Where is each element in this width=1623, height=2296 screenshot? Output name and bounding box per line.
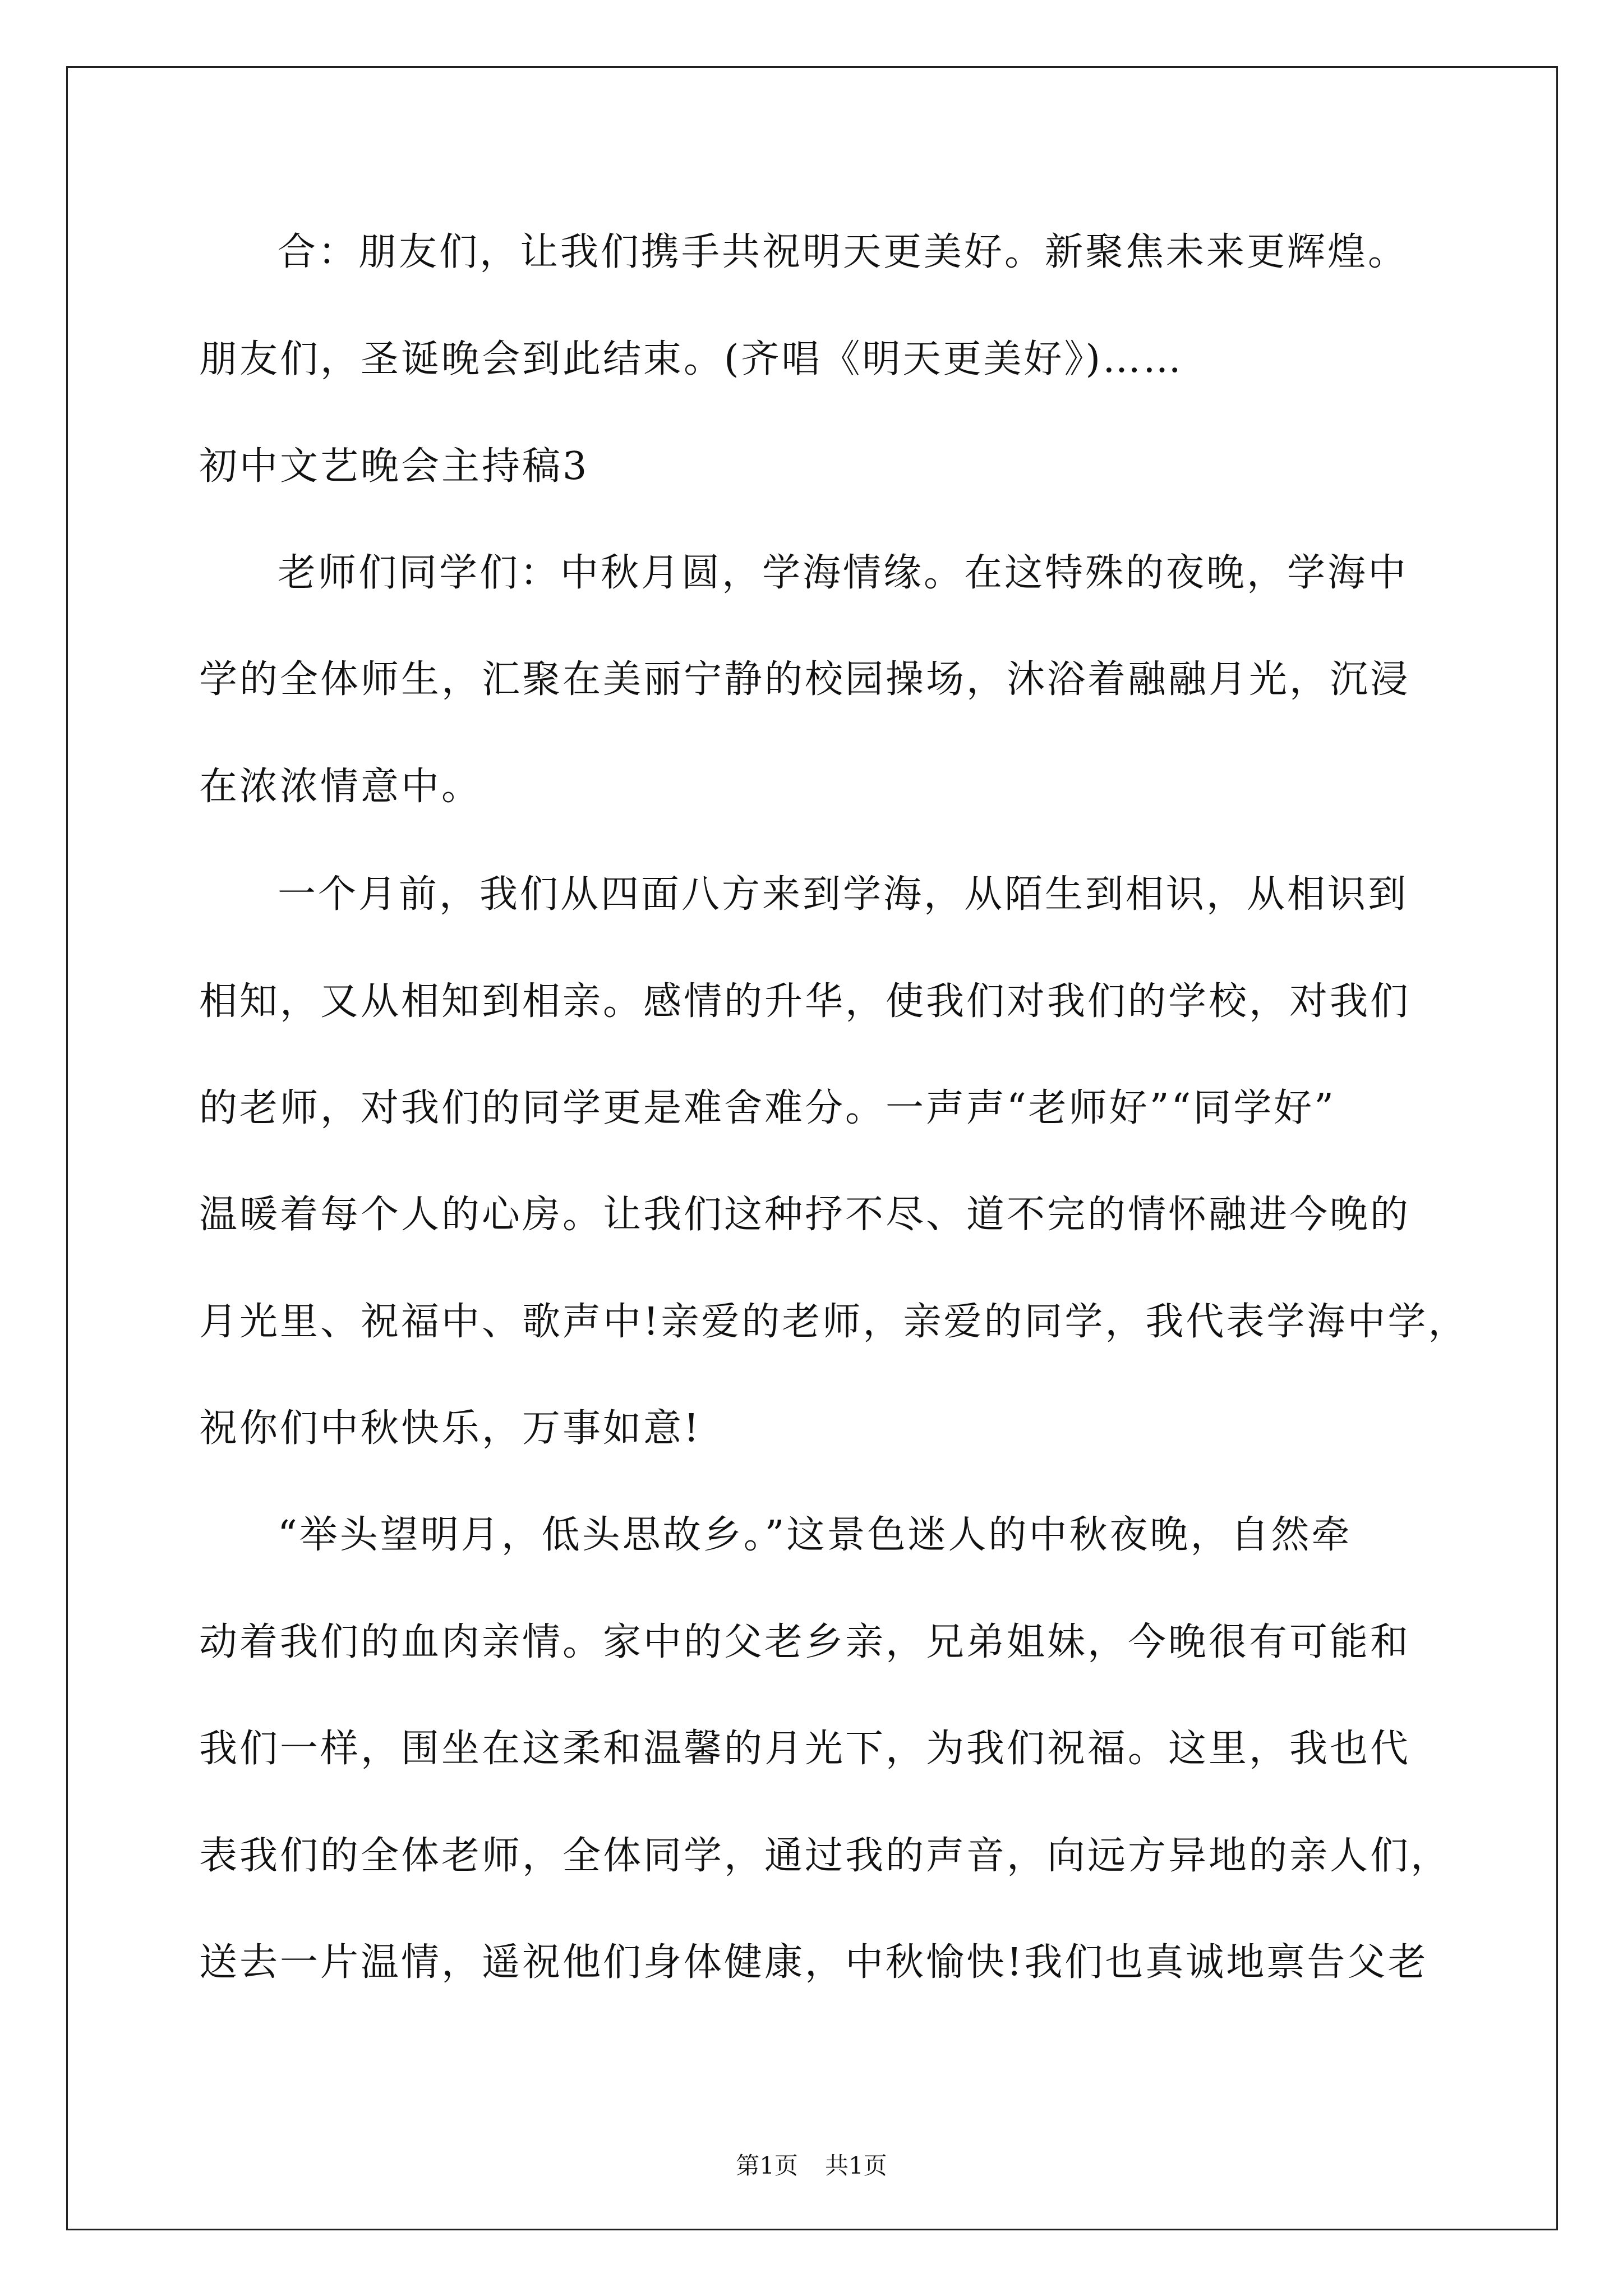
text-line-8: 相知，又从相知到相亲。感情的升华，使我们对我们的学校，对我们 [199,979,1411,1024]
text-line-5: 学的全体师生，汇聚在美丽宁静的校园操场，沐浴着融融月光，沉浸 [199,657,1411,702]
text-line-6: 在浓浓情意中。 [199,765,482,809]
text-line-9: 的老师，对我们的同学更是难舍难分。一声声“老师好”“同学好” [199,1086,1336,1130]
page-border [66,66,1558,2230]
text-line-10: 温暖着每个人的心房。让我们这种抒不尽、道不完的情怀融进今晚的 [199,1193,1411,1237]
text-line-14: 动着我们的血肉亲情。家中的父老乡亲，兄弟姐妹，今晚很有可能和 [199,1620,1411,1664]
text-line-1: 合：朋友们，让我们携手共祝明天更美好。新聚焦未来更辉煌。 [278,230,1409,274]
section-heading: 初中文艺晚会主持稿3 [199,444,589,489]
text-line-16: 表我们的全体老师，全体同学，通过我的声音，向远方异地的亲人们， [199,1834,1451,1878]
text-line-4: 老师们同学们：中秋月圆，学海情缘。在这特殊的夜晚，学海中 [278,551,1409,595]
text-line-13: “举头望明月，低头思故乡。”这景色迷人的中秋夜晚，自然牵 [278,1513,1352,1557]
text-line-17: 送去一片温情，遥祝他们身体健康，中秋愉快!我们也真诚地禀告父老 [199,1940,1428,1985]
page-total: 共1页 [825,2152,887,2179]
text-line-7: 一个月前，我们从四面八方来到学海，从陌生到相识，从相识到 [278,872,1409,917]
text-line-12: 祝你们中秋快乐，万事如意! [199,1406,702,1451]
page-number: 第1页 [736,2152,798,2179]
page-footer [0,2154,1623,2178]
text-line-15: 我们一样，围坐在这柔和温馨的月光下，为我们祝福。这里，我也代 [199,1727,1411,1771]
text-line-2: 朋友们，圣诞晚会到此结束。(齐唱《明天更美好》)…… [199,337,1184,381]
text-line-11: 月光里、祝福中、歌声中!亲爱的老师，亲爱的同学，我代表学海中学， [199,1300,1469,1344]
